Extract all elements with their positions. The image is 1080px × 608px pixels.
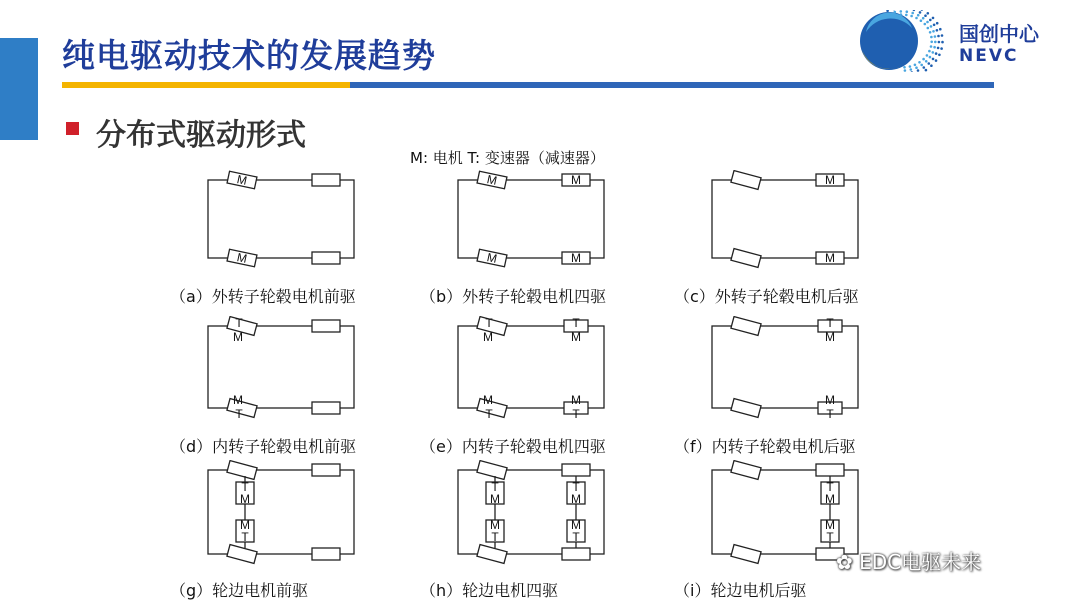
- motor-label: M: [483, 393, 493, 407]
- drive-layout-diagram: [700, 316, 870, 424]
- rear-left-wheel: [312, 464, 340, 476]
- front-left-wheel: [731, 171, 761, 190]
- transmission-label: T: [826, 316, 834, 330]
- legend-text: M: 电机 T: 变速器（减速器）: [410, 149, 605, 167]
- transmission-label: T: [572, 407, 580, 421]
- front-right-wheel: [731, 249, 761, 268]
- motor-label: M: [825, 393, 835, 407]
- motor-label: M: [490, 492, 500, 506]
- transmission-label: T: [485, 407, 493, 421]
- watermark-text: EDC电驱未来: [859, 550, 982, 574]
- accent-bar: [0, 38, 38, 140]
- diagram-caption: （e）内转子轮毂电机四驱: [420, 437, 606, 456]
- motor-label: M: [233, 393, 243, 407]
- rear-left-motor-label: M: [825, 173, 835, 187]
- transmission-label: T: [826, 407, 834, 421]
- drive-layout-diagram: [446, 170, 616, 274]
- front-right-wheel: [731, 399, 761, 418]
- drive-layout-diagram: [196, 316, 366, 424]
- front-left-wheel: [477, 461, 507, 480]
- front-left-wheel: [731, 461, 761, 480]
- transmission-label: T: [572, 480, 580, 494]
- transmission-label: T: [491, 530, 499, 544]
- motor-label: M: [825, 518, 835, 532]
- motor-label: M: [235, 172, 249, 188]
- rear-left-wheel: [312, 174, 340, 186]
- transmission-label: T: [235, 407, 243, 421]
- motor-label: M: [571, 330, 581, 344]
- title-underline: [62, 82, 994, 88]
- front-left-wheel: [227, 170, 257, 190]
- rear-right-motor-label: M: [571, 251, 581, 265]
- section-bullet: [66, 122, 79, 135]
- transmission-label: T: [572, 530, 580, 544]
- wechat-icon: ✿: [836, 550, 860, 574]
- diagram-caption: （i）轮边电机后驱: [674, 581, 807, 600]
- vehicle-frame: [712, 326, 858, 408]
- rear-right-wheel: [312, 252, 340, 264]
- diagram-caption: （g）轮边电机前驱: [170, 581, 309, 600]
- motor-label: M: [571, 393, 581, 407]
- motor-label: M: [233, 330, 243, 344]
- front-right-wheel: [477, 545, 507, 564]
- underline-blue-segment: [350, 82, 994, 88]
- front-right-wheel: [731, 545, 761, 564]
- drive-layout-diagram: [446, 316, 616, 424]
- logo-text-cn: 国创中心: [959, 22, 1039, 46]
- diagram-caption: （f）内转子轮毂电机后驱: [674, 437, 856, 456]
- motor-label: M: [571, 518, 581, 532]
- motor-label: M: [571, 492, 581, 506]
- diagram-caption: （d）内转子轮毂电机前驱: [170, 437, 357, 456]
- rear-right-motor-label: M: [825, 251, 835, 265]
- drive-layout-diagram: [700, 170, 870, 274]
- transmission-label: T: [485, 316, 493, 330]
- slide-title: 纯电驱动技术的发展趋势: [62, 36, 436, 75]
- vehicle-frame: [208, 180, 354, 258]
- motor-label: M: [235, 250, 249, 266]
- transmission-label: T: [235, 316, 243, 330]
- front-right-wheel: [477, 248, 507, 268]
- transmission-label: T: [826, 480, 834, 494]
- watermark: [836, 546, 981, 575]
- rear-right-wheel: [312, 548, 340, 560]
- diagram-caption: （c）外转子轮毂电机后驱: [674, 287, 859, 306]
- rear-left-wheel: [312, 320, 340, 332]
- vehicle-frame: [208, 326, 354, 408]
- nevc-logo: [856, 10, 1056, 72]
- diagram-caption: （a）外转子轮毂电机前驱: [170, 287, 356, 306]
- front-left-wheel: [731, 317, 761, 336]
- diagram-caption: （h）轮边电机四驱: [420, 581, 559, 600]
- motor-label: M: [485, 172, 499, 188]
- transmission-label: T: [491, 480, 499, 494]
- rear-left-wheel: [816, 464, 844, 476]
- transmission-label: T: [241, 480, 249, 494]
- motor-label: M: [240, 518, 250, 532]
- diagram-caption: （b）外转子轮毂电机四驱: [420, 287, 607, 306]
- nevc-logo-icon: [856, 10, 952, 72]
- transmission-label: T: [826, 530, 834, 544]
- transmission-label: T: [241, 530, 249, 544]
- motor-label: M: [485, 250, 499, 266]
- motor-label: M: [483, 330, 493, 344]
- transmission-label: T: [572, 316, 580, 330]
- section-title: 分布式驱动形式: [96, 118, 306, 153]
- vehicle-frame: [458, 180, 604, 258]
- rear-right-wheel: [312, 402, 340, 414]
- vehicle-frame: [712, 180, 858, 258]
- rear-left-wheel: [562, 464, 590, 476]
- underline-yellow-segment: [62, 82, 350, 88]
- motor-label: M: [825, 492, 835, 506]
- front-left-wheel: [227, 461, 257, 480]
- rear-left-motor-label: M: [571, 173, 581, 187]
- logo-text-en: NEVC: [959, 46, 1019, 66]
- drive-layout-diagram: [446, 460, 616, 570]
- motor-label: M: [490, 518, 500, 532]
- front-right-wheel: [227, 545, 257, 564]
- drive-layout-diagram: [196, 170, 366, 274]
- motor-label: M: [240, 492, 250, 506]
- rear-right-wheel: [562, 548, 590, 560]
- vehicle-frame: [208, 470, 354, 554]
- motor-label: M: [825, 330, 835, 344]
- front-right-wheel: [227, 248, 257, 268]
- vehicle-frame: [458, 326, 604, 408]
- drive-layout-diagram: [196, 460, 366, 570]
- front-left-wheel: [477, 170, 507, 190]
